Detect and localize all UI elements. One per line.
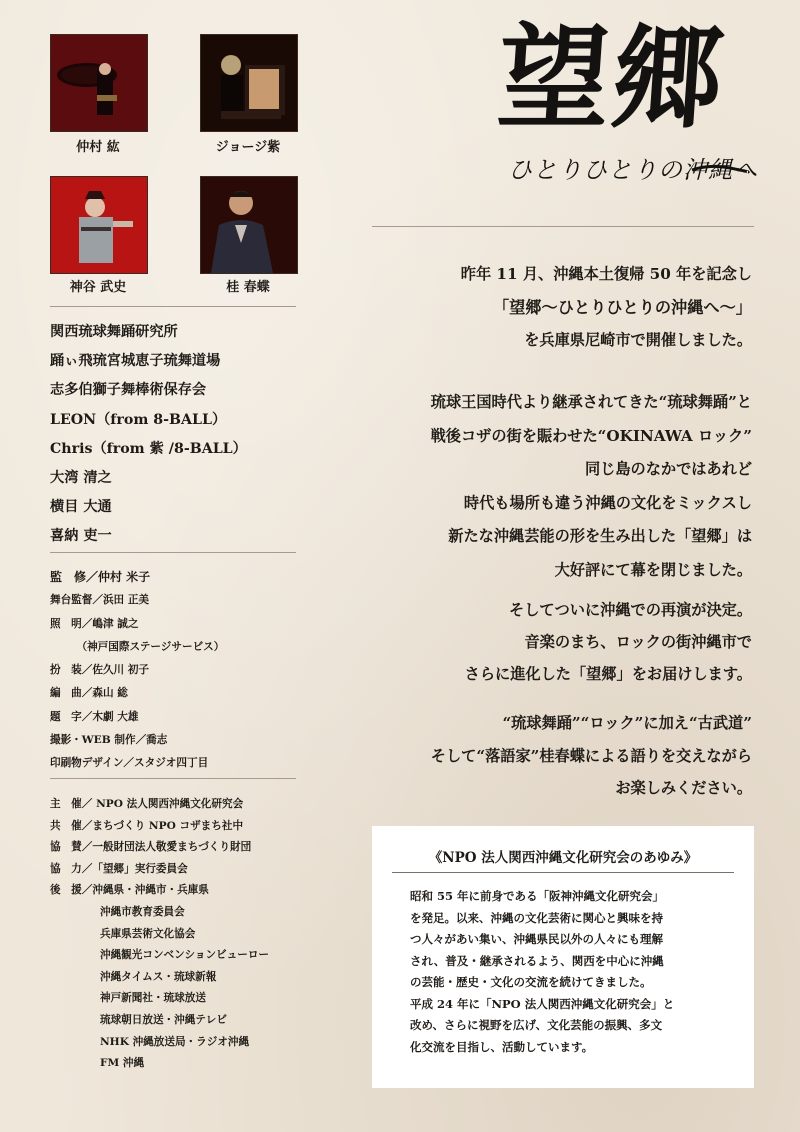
organizer-item: 沖縄タイムス・琉球新報 <box>100 970 217 983</box>
organizer-item: 沖縄観光コンベンションビューロー <box>100 949 270 962</box>
body-line: そしてついに沖縄での再演が決定。 <box>509 601 752 619</box>
staff-item: 編 曲／森山 総 <box>50 687 128 700</box>
history-line: され、普及・継承されるよう、関西を中心に沖縄 <box>410 953 664 968</box>
history-line: を発足。以来、沖縄の文化芸術に関心と興味を持 <box>410 910 663 925</box>
intro-paragraph <box>461 258 752 357</box>
body-line: 音楽のまち、ロックの街沖縄市で <box>524 633 752 651</box>
body-line: そして“落語家”桂春蝶による語りを交えながら <box>430 746 752 765</box>
body-line: 大好評にて幕を閉じました。 <box>554 560 752 579</box>
cast-item: Chris（from 紫 /8-BALL） <box>50 440 247 457</box>
history-text <box>410 886 730 1058</box>
staff-list <box>50 566 224 776</box>
body-line: さらに進化した「望郷」をお届けします。 <box>464 665 752 683</box>
performer-caption: 仲村 紘 <box>76 140 120 155</box>
divider <box>392 872 734 873</box>
staff-item: 監 修／仲村 米子 <box>50 570 151 584</box>
performer-caption: 桂 春蝶 <box>226 280 270 295</box>
body-line: を兵庫県尼崎市で開催しました。 <box>524 331 752 349</box>
photo-kamiya <box>50 176 148 274</box>
history-title: 《NPO 法人関西沖縄文化研究会のあゆみ》 <box>428 850 698 866</box>
photo-katsura-shunchou <box>200 176 298 274</box>
history-line: つ人々があい集い、沖縄県民以外の人々にも理解 <box>410 932 663 946</box>
history-box <box>372 826 754 1088</box>
organizer-item: NHK 沖縄放送局・ラジオ沖縄 <box>100 1035 250 1048</box>
organizer-item: 協 賛／一般財団法人敬愛まちづくり財団 <box>50 841 252 854</box>
cast-list <box>50 318 247 552</box>
announcement-paragraph <box>465 594 752 690</box>
organizer-item: 兵庫県芸術文化協会 <box>100 927 196 940</box>
body-line: “琉球舞踊”“ロック”に加え“古武道” <box>502 714 752 732</box>
staff-item: 照 明／嶋津 誠之 <box>50 617 139 630</box>
organizer-item: 後 援／沖縄県・沖縄市・兵庫県 <box>50 884 209 897</box>
cast-item: 関西琉球舞踊研究所 <box>50 324 178 340</box>
body-line: 戦後コザの街を賑わせた“OKINAWA ロック” <box>430 426 752 445</box>
history-line: 化交流を目指し、活動しています。 <box>410 1039 594 1054</box>
divider <box>50 778 296 779</box>
staff-item: 舞台監督／浜田 正美 <box>50 594 150 607</box>
organizer-item: 沖縄市教育委員会 <box>100 905 185 918</box>
staff-item: 扮 装／佐久川 初子 <box>50 664 150 677</box>
staff-item: 撮影・WEB 制作／喬志 <box>50 734 168 747</box>
cast-item: LEON（from 8-BALL） <box>50 411 227 428</box>
staff-item: （神戸国際ステージサービス） <box>50 640 225 653</box>
photo-nakamura <box>50 34 148 132</box>
history-line: 昭和 55 年に前身である「阪神沖縄文化研究会」 <box>410 889 665 903</box>
performer-caption: ジョージ紫 <box>215 140 281 155</box>
body-line: 新たな沖縄芸能の形を生み出した「望郷」は <box>448 527 752 545</box>
cast-item: 踊ぃ飛琉宮城恵子琉舞道場 <box>50 353 221 370</box>
performer-caption: 神谷 武史 <box>69 280 127 295</box>
title-calligraphy: 望郷 <box>493 13 731 144</box>
title-brush-stroke <box>690 160 750 180</box>
body-line: 時代も場所も違う沖縄の文化をミックスし <box>463 493 752 512</box>
organizer-item: 主 催／ NPO 法人関西沖縄文化研究会 <box>50 798 244 810</box>
photo-george-murasaki <box>200 34 298 132</box>
history-line: 平成 24 年に「NPO 法人関西沖縄文化研究会」と <box>410 996 675 1011</box>
cast-item: 大湾 清之 <box>50 470 112 487</box>
divider <box>50 552 296 553</box>
body-line: お楽しみください。 <box>615 779 752 797</box>
staff-item: 印刷物デザイン／スタジオ四丁目 <box>50 757 209 770</box>
organizer-item: 神戸新聞社・琉球放送 <box>100 992 206 1005</box>
body-line: 同じ島のなかではあれど <box>584 460 752 478</box>
organizer-item: FM 沖縄 <box>100 1057 145 1070</box>
cast-item: 横目 大通 <box>50 499 112 516</box>
organizer-item: 琉球朝日放送・沖縄テレビ <box>100 1013 227 1026</box>
organizer-list <box>50 794 269 1075</box>
cast-item: 志多伯獅子舞棒術保存会 <box>50 382 207 399</box>
history-line: の芸能・歴史・文化の交流を続けてきました。 <box>410 975 652 989</box>
organizer-item: 協 力／「望郷」実行委員会 <box>50 862 188 875</box>
divider <box>50 306 296 307</box>
body-line: 昨年 11 月、沖縄本土復帰 50 年を記念し <box>460 265 752 283</box>
organizer-item: 共 催／まちづくり NPO コザまち社中 <box>50 819 244 832</box>
cast-item: 喜納 吏一 <box>50 528 112 545</box>
divider <box>372 226 754 227</box>
title-subtitle: ひとりひとりの沖縄へ <box>508 156 758 184</box>
concept-paragraph <box>431 386 752 587</box>
history-line: 改め、さらに視野を広げ、文化芸能の振興、多文 <box>410 1018 663 1032</box>
body-line: 琉球王国時代より継承されてきた“琉球舞踊”と <box>430 393 752 411</box>
body-line: 「望郷～ひとりひとりの沖縄へ～」 <box>493 298 752 317</box>
closing-paragraph <box>431 707 752 805</box>
staff-item: 題 字／木劇 大雄 <box>50 710 139 723</box>
